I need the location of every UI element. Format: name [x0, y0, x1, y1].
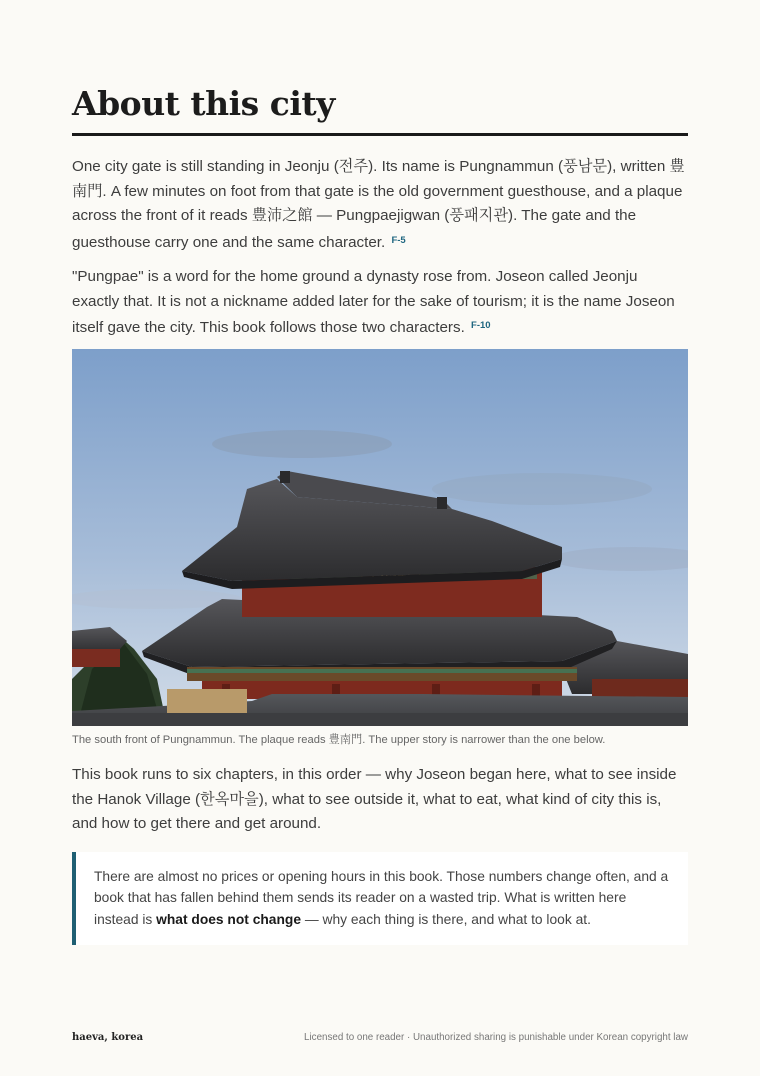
- callout-text: [94, 866, 670, 930]
- title-rule: [72, 133, 688, 136]
- callout-text-after: — why each thing is there, and what to look at.: [301, 911, 591, 927]
- photo-caption: The south front of Pungnammun. The plaque reads 豊南門. The upper story is narrower than the one below.: [72, 734, 606, 746]
- intro-paragraph: [72, 155, 688, 255]
- page-title: About this city: [72, 84, 335, 123]
- footnote-ref-f5[interactable]: F-5: [391, 234, 406, 246]
- note-callout: [72, 852, 688, 945]
- footnote-ref-f10[interactable]: F-10: [471, 320, 491, 332]
- callout-emphasis: what does not change: [156, 911, 302, 927]
- footer-license-notice: Licensed to one reader · Unauthorized sharing is punishable under Korean copyright law: [304, 1032, 688, 1043]
- callout-text-before: There are almost no prices or opening hours in this book. Those numbers change often, and a book that has fallen behind them sends its reader on a wasted trip. What is written here instead is: [94, 869, 669, 927]
- intro-paragraph-text: One city gate is still standing in Jeonju (전주). Its name is Pungnammun (풍남문), written 豊南門. A few minutes on foot from that gate is the old government guesthouse, and a plaque across the front of it reads 豊沛之館 — Pungpaejigwan (풍패지관). The gate and the guesthouse carry one and the same character.: [72, 158, 685, 251]
- pungpae-paragraph-text: "Pungpae" is a word for the home ground a dynasty rose from. Joseon called Jeonju exactly that. It is not a nickname added later for the sake of tourism; it is the name Joseon itself gave the city. This book follows those two characters.: [72, 268, 675, 337]
- pungnammun-photo: [72, 349, 688, 726]
- footer-brand: haeva, korea: [72, 1032, 144, 1043]
- pungpae-paragraph: [72, 265, 688, 341]
- chapters-paragraph: This book runs to six chapters, in this order — why Joseon began here, what to see inside the Hanok Village (한옥마을), what to see outside it, what to eat, what kind of city this is, and how to get there and get around.: [72, 766, 677, 833]
